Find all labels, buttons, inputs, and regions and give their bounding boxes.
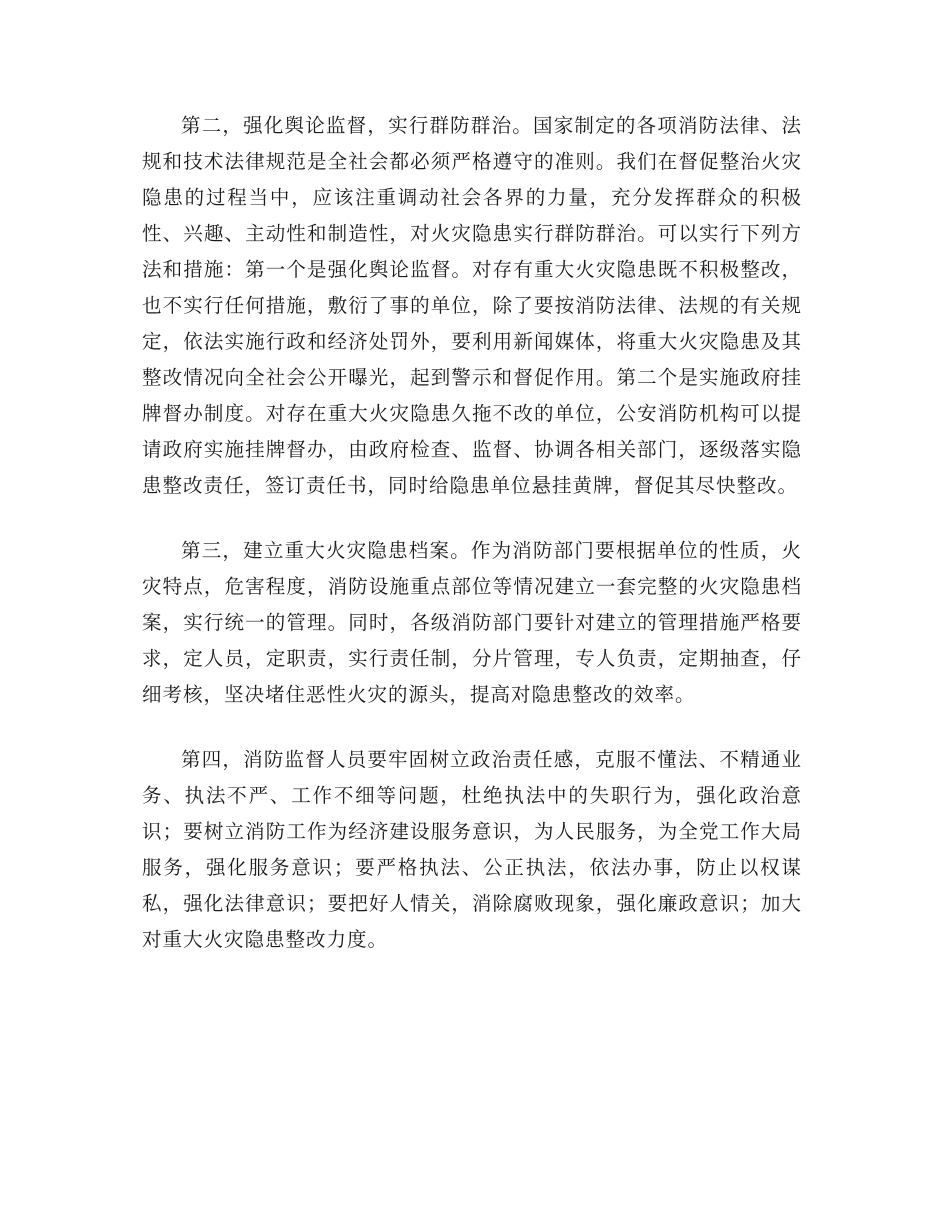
paragraph-second-point: 第二，强化舆论监督，实行群防群治。国家制定的各项消防法律、法规和技术法律规范是全社会都必须严格遵守的准则。我们在督促整治火灾隐患的过程当中，应该注重调动社会各界的力量，充分发挥群众的积极性、兴趣、主动性和制造性，对火灾隐患实行群防群治。可以实行下列方法和措施：第一个是强化舆论监督。对存有重大火灾隐患既不积极整改，也不实行任何措施，敷衍了事的单位，除了要按消防法律、法规的有关规定，依法实施行政和经济处罚外，要利用新闻媒体，将重大火灾隐患及其整改情况向全社会公开曝光，起到警示和督促作用。第二个是实施政府挂牌督办制度。对存在重大火灾隐患久拖不改的单位，公安消防机构可以提请政府实施挂牌督办，由政府检查、监督、协调各相关部门，逐级落实隐患整改责任，签订责任书，同时给隐患单位悬挂黄牌，督促其尽快整改。 xyxy=(142,114,802,497)
document-body xyxy=(142,108,802,987)
paragraph-third-point: 第三，建立重大火灾隐患档案。作为消防部门要根据单位的性质，火灾特点，危害程度，消防设施重点部位等情况建立一套完整的火灾隐患档案，实行统一的管理。同时，各级消防部门要针对建立的管理措施严格要求，定人员，定职责，实行责任制，分片管理，专人负责，定期抽查，仔细考核，坚决堵住恶性火灾的源头，提高对隐患整改的效率。 xyxy=(142,539,802,706)
paragraph-fourth-point: 第四，消防监督人员要牢固树立政治责任感，克服不懂法、不精通业务、执法不严、工作不细等问题，杜绝执法中的失职行为，强化政治意识；要树立消防工作为经济建设服务意识，为人民服务，为全党工作大局服务，强化服务意识；要严格执法、公正执法，依法办事，防止以权谋私，强化法律意识；要把好人情关，消除腐败现象，强化廉政意识；加大对重大火灾隐患整改力度。 xyxy=(142,748,802,951)
